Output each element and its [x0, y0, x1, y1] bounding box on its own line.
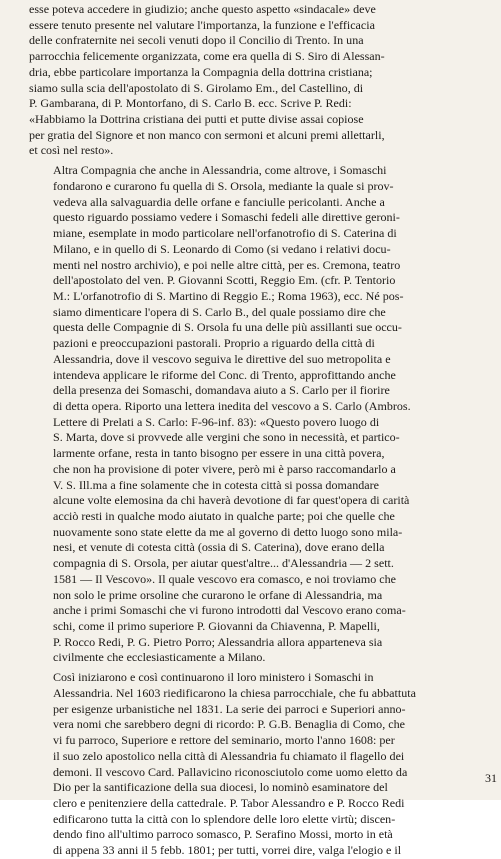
text-line: Lettere di Prelati a S. Carlo: F-96-inf. 83): «Questo povero luogo di	[53, 414, 380, 429]
text-line: vi fu parroco, Superiore e rettore del seminario, morto l'anno 1608: per	[53, 733, 395, 748]
text-line: S. Marta, dove si provvede alle vergini che sono in necessità, et partico-	[53, 430, 400, 445]
text-line: essere tenuto presente nel valutare l'importanza, la funzione e l'efficacia	[29, 17, 375, 32]
text-line: menti nel nostro archivio), e poi nelle altre città, per es. Cremona, teatro	[53, 257, 401, 272]
text-line: questo riguardo possiamo vedere i Somaschi fedeli alle direttive geroni-	[53, 210, 400, 225]
text-line: miane, esemplate in modo particolare nell'orfanotrofio di S. Caterina di	[53, 226, 397, 241]
text-line: dell'apostolato del ven. P. Giovanni Scotti, Reggio Em. (cfr. P. Tentorio	[53, 273, 396, 288]
text-line: intendeva applicare le riforme del Conc. di Trento, approfittando anche	[53, 367, 396, 382]
text-line: demoni. Il vescovo Card. Pallavicino riconosciutolo come uomo eletto da	[53, 764, 408, 779]
text-line: «Habbiamo la Dottrina cristiana dei putti et putte divise assai copiose	[29, 112, 364, 127]
paragraph-3	[29, 670, 497, 859]
text-line: di detta opera. Riporto una lettera inedita del vescovo a S. Carlo (Ambros.	[53, 398, 411, 413]
text-line: fondarono e curarono fu quella di S. Orsola, mediante la quale si prov-	[53, 178, 394, 193]
text-line: Altra Compagnia che anche in Alessandria, come altrove, i Somaschi	[53, 163, 387, 178]
text-line: acciò resti in qualche modo aiutato in qualche parte; poi che quelle che	[53, 509, 395, 523]
text-line: pazioni e preoccupazioni pastorali. Proprio a riguardo della città di	[53, 336, 375, 351]
text-line: della presenza dei Somaschi, domandava aiuto a S. Carlo per il fiorire	[53, 383, 390, 398]
text-line: dendo fino all'ultimo parroco somasco, P. Serafino Mossi, morto in età	[53, 827, 393, 842]
text-line: per esigenze urbanistiche nel 1831. La serie dei parroci e Superiori anno-	[53, 701, 406, 716]
text-line: delle confraternite nei secoli venuti dopo il Concilio di Trento. In una	[29, 33, 364, 48]
text-line: vera nomi che sarebbero degni di ricordo: P. G.B. Benaglia di Como, che	[53, 717, 405, 732]
text-line: nuovamente sono state elette da me al governo di detto luogo sono mila-	[53, 524, 403, 539]
text-line: et così nel resto».	[29, 143, 114, 158]
body-text	[29, 2, 497, 859]
paragraph-2	[29, 163, 497, 666]
text-line: P. Gambarana, di P. Montorfano, di S. Carlo B. ecc. Scrive P. Redi:	[29, 96, 352, 111]
text-line: dria, ebbe particolare importanza la Compagnia della dottrina cristiana;	[29, 64, 373, 79]
text-line: Alessandria, dove il vescovo seguiva le direttive del suo metropolita e	[53, 351, 391, 366]
text-line: Alessandria. Nel 1603 riedificarono la chiesa parrocchiale, che fu abbattuta	[53, 685, 416, 700]
text-line: Così iniziarono e così continuarono il loro ministero i Somaschi in	[53, 670, 374, 685]
text-line: M.: L'orfanotrofio di S. Martino di Reggio E.; Roma 1963), ecc. Né pos-	[53, 288, 404, 303]
text-line: V. S. Ill.ma a fine solamente che in cotesta città si possa domandare	[53, 477, 379, 492]
text-line: per gratia del Signore et non manco con sermoni et alcuni premi allettarli,	[29, 127, 385, 142]
text-line: questa delle Compagnie di S. Orsola fu una delle più assillanti sue occu-	[53, 320, 402, 335]
text-line: parrocchia felicemente organizzata, come era quella di S. Siro di Alessan-	[29, 49, 385, 64]
text-line: non solo le prime orsoline che curarono le orfane di Alessandria, ma	[53, 587, 383, 602]
text-line: siamo sulla scia dell'apostolato di S. Girolamo Em., del Castellino, di	[29, 80, 364, 95]
text-line: larmente orfane, resta in tanto bisogno per essere in una città povera,	[53, 446, 385, 461]
text-line: esse poteva accedere in giudizio; anche questo aspetto «sindacale» deve	[29, 2, 376, 16]
text-line: siamo dimenticare l'opera di S. Carlo B., del quale possiamo dire che	[53, 304, 386, 319]
text-line: anche i primi Somaschi che vi furono introdotti dal Vescovo erano coma-	[53, 603, 406, 618]
text-line: civilmente che ecclesiasticamente a Milano.	[53, 650, 266, 665]
text-line: vedeva alla salvaguardia delle orfane e fanciulle pericolanti. Anche a	[53, 194, 385, 209]
text-line: il suo zelo apostolico nella città di Alessandria fu chiamato il flagello dei	[53, 748, 405, 763]
text-line: 1581 — Il Vescovo». Il quale vescovo era comasco, e noi troviamo che	[53, 571, 397, 586]
text-line: edificarono tutta la città con lo splendore delle loro elette virtù; discen-	[53, 811, 396, 826]
page-number: 31	[485, 771, 497, 785]
text-line: nesi, et venute di cotesta città (ossia di S. Caterina), dove erano della	[53, 540, 385, 555]
text-line: Dio per la santificazione della sua diocesi, lo nominò esaminatore del	[53, 780, 388, 795]
text-line: compagnia di S. Orsola, per aiutar quest'altre... d'Alessandria — 2 sett.	[53, 556, 394, 571]
paragraph-1	[29, 2, 497, 159]
text-line: di appena 33 anni il 5 febb. 1801; per tutti, vorrei dire, valga l'elogio e il	[53, 843, 402, 858]
text-line: alcune volte elemosina da chi haverà devotione di far quest'opera di carità	[53, 493, 410, 508]
text-line: clero e penitenziere della cattedrale. P. Tabor Alessandro e P. Rocco Redi	[53, 795, 405, 810]
text-line: Milano, e in quello di S. Leonardo di Como (si vedano i relativi docu-	[53, 241, 391, 256]
text-line: che non ha provisione di poter vivere, però mi è parso raccomandarlo a	[53, 461, 396, 476]
text-line: P. Rocco Redi, P. G. Pietro Porro; Alessandria allora apparteneva sia	[53, 634, 383, 649]
text-line: schi, come il primo superiore P. Giovanni da Chiavenna, P. Mapelli,	[53, 619, 380, 634]
